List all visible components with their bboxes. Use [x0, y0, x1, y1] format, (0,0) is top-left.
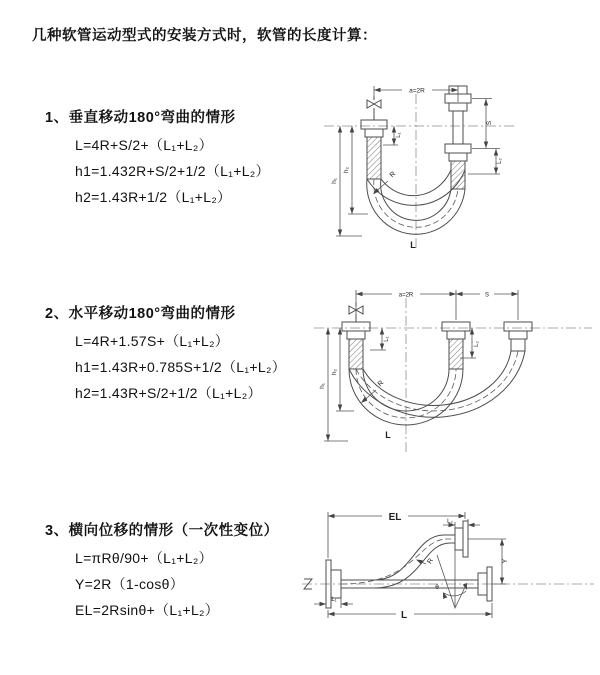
- dim-a-label: a=2R: [409, 87, 425, 95]
- section-2-heading: 2、水平移动180°弯曲的情形: [45, 306, 236, 322]
- dim-s-label: S: [484, 292, 490, 299]
- section-vertical-180: [45, 110, 325, 205]
- dimension-h2: [343, 126, 368, 214]
- dim-s-label: S: [486, 120, 493, 126]
- dim-a-label: a=2R: [398, 292, 414, 299]
- dimension-a-2r-and-s: [356, 290, 518, 320]
- formula-length: L=4R+1.57S+（L₁+L₂）: [75, 333, 230, 349]
- formula-h1: h1=1.432R+S/2+1/2（L₁+L₂）: [75, 163, 270, 179]
- flanges: [342, 322, 532, 351]
- section-lateral-displacement: [45, 523, 325, 618]
- section-3-heading: 3、横向位移的情形（一次性变位）: [45, 523, 279, 539]
- formula-h2: h2=1.43R+1/2（L₁+L₂）: [75, 189, 232, 205]
- dim-l2-label: L₂: [497, 158, 503, 164]
- dim-l1-label: L₁: [331, 597, 337, 603]
- formula-length: L=πRθ/90+（L₁+L₂）: [75, 550, 213, 566]
- diagram-lateral-displacement: [296, 498, 600, 650]
- formula-y: Y=2R（1-cosθ）: [75, 576, 185, 592]
- dimension-l2: [443, 519, 480, 528]
- dimension-l: [328, 603, 492, 621]
- dim-h2-label: h₂: [331, 368, 338, 376]
- diagram-horizontal-180-bend: [308, 280, 598, 456]
- dim-l2-label: L₂: [474, 341, 480, 347]
- dimension-h1: [331, 126, 362, 236]
- length-label: L: [410, 240, 416, 250]
- dim-y-label: Y: [502, 558, 509, 564]
- dimension-l1: [370, 328, 390, 350]
- angle-construction: [435, 550, 469, 608]
- formula-h1: h1=1.43R+0.785S+1/2（L₁+L₂）: [75, 359, 286, 375]
- dimension-y: [468, 539, 509, 584]
- dim-l1-label: L₁: [384, 336, 390, 342]
- valve-icon: [367, 96, 381, 120]
- dim-l1-label: L₁: [396, 132, 402, 138]
- radius-label: R: [426, 557, 435, 566]
- radius-callout: [360, 380, 386, 405]
- radius-label: R: [388, 170, 398, 180]
- dimension-h1: [319, 328, 348, 441]
- radius-label: R: [376, 379, 386, 389]
- dim-l-label: L: [400, 610, 408, 621]
- formula-h2: h2=1.43R+S/2+1/2（L₁+L₂）: [75, 385, 262, 401]
- centerlines: [324, 94, 514, 248]
- dimension-s: [472, 99, 500, 149]
- section-horizontal-180: [45, 306, 325, 401]
- left-braided-hose: [367, 137, 381, 179]
- dim-h2-label: h₂: [343, 166, 350, 174]
- u-bend-arcs: [349, 351, 525, 425]
- dim-h1-label: h₁: [331, 178, 338, 184]
- section-1-heading: 1、垂直移动180°弯曲的情形: [45, 110, 236, 126]
- displaced-flange: [455, 521, 468, 557]
- dim-el-label: EL: [388, 512, 402, 523]
- dimension-l1: [314, 597, 353, 608]
- dimension-l2: [468, 149, 503, 174]
- page-title: 几种软管运动型式的安装方式时，软管的长度计算：: [32, 28, 377, 44]
- dim-l2-label: L₂: [447, 519, 453, 525]
- diagram-vertical-180-bend: [316, 74, 598, 252]
- left-flange: [361, 120, 387, 137]
- dim-h1-label: h₁: [319, 383, 326, 389]
- angle-theta-label: θ: [435, 584, 439, 591]
- formula-el: EL=2Rsinθ+（L₁+L₂）: [75, 602, 220, 618]
- formula-length: L=4R+S/2+（L₁+L₂）: [75, 137, 213, 153]
- length-label: L: [385, 430, 391, 440]
